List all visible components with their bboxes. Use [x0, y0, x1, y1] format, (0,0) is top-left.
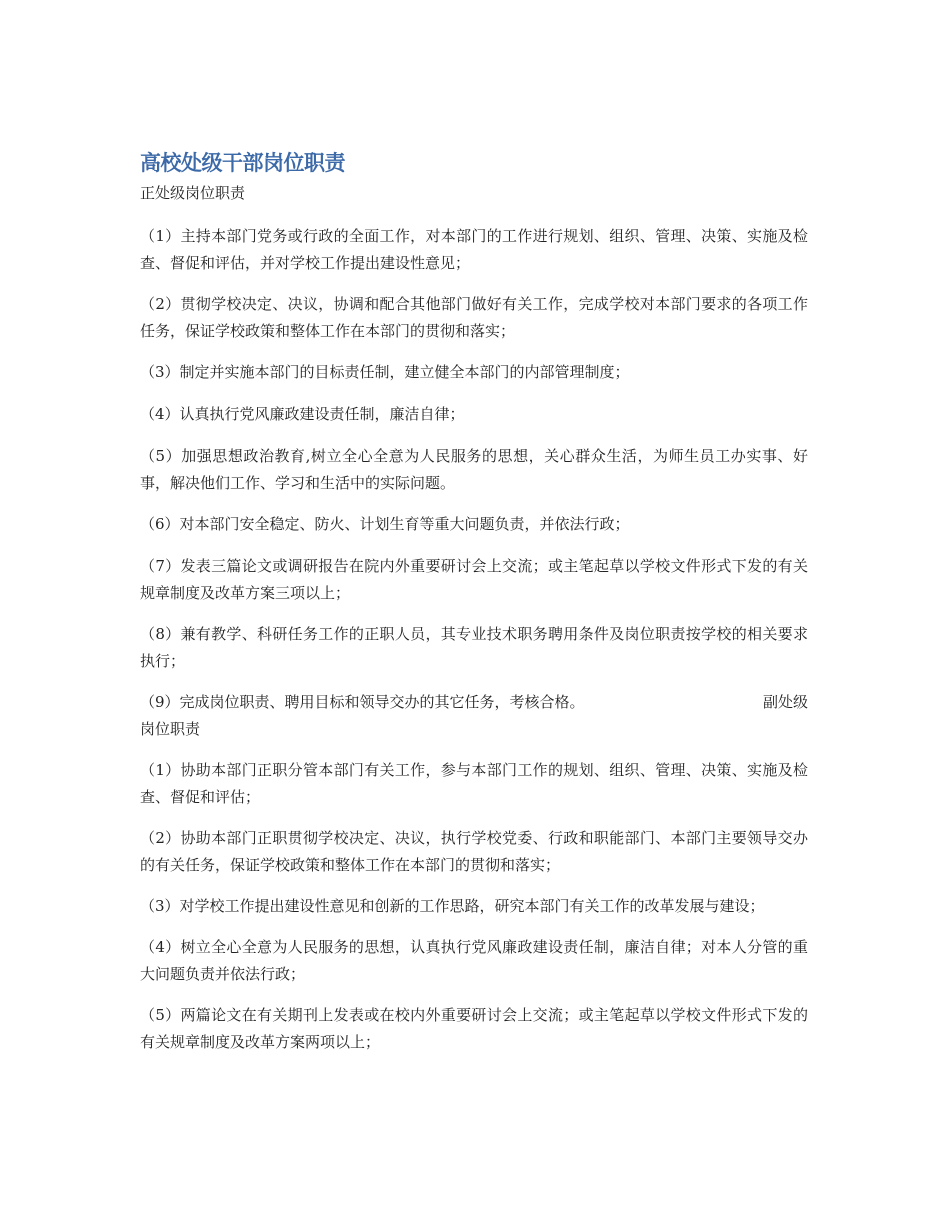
deputy-duty-5: （5）两篇论文在有关期刊上发表或在校内外重要研讨会上交流；或主笔起草以学校文件形式下发的有关规章制度及改革方案两项以上；	[140, 1006, 808, 1051]
document-title: 高校处级干部岗位职责	[140, 151, 345, 175]
deputy-duty-2: （2）协助本部门正职贯彻学校决定、决议，执行学校党委、行政和职能部门、本部门主要领导交办的有关任务，保证学校政策和整体工作在本部门的贯彻和落实；	[140, 829, 808, 874]
deputy-duty-3: （3）对学校工作提出建设性意见和创新的工作思路，研究本部门有关工作的改革发展与建设；	[140, 897, 765, 915]
principal-duty-9: （9）完成岗位职责、聘用目标和领导交办的其它任务，考核合格。	[140, 693, 585, 711]
principal-duty-5: （5）加强思想政治教育,树立全心全意为人民服务的思想，关心群众生活，为师生员工办实事、好事，解决他们工作、学习和生活中的实际问题。	[140, 447, 808, 492]
principal-duty-7: （7）发表三篇论文或调研报告在院内外重要研讨会上交流；或主笔起草以学校文件形式下发的有关规章制度及改革方案三项以上；	[140, 557, 808, 602]
deputy-duty-4: （4）树立全心全意为人民服务的思想，认真执行党风廉政建设责任制，廉洁自律；对本人分管的重大问题负责并依法行政；	[140, 938, 808, 983]
section-heading-deputy-part2: 岗位职责	[140, 720, 201, 738]
deputy-duty-1: （1）协助本部门正职分管本部门有关工作，参与本部门工作的规划、组织、管理、决策、实施及检查、督促和评估；	[140, 761, 808, 806]
section-heading-principal: 正处级岗位职责	[140, 184, 246, 202]
principal-duty-1: （1）主持本部门党务或行政的全面工作，对本部门的工作进行规划、组织、管理、决策、实施及检查、督促和评估，并对学校工作提出建设性意见；	[140, 227, 808, 272]
principal-duty-2: （2）贯彻学校决定、决议，协调和配合其他部门做好有关工作，完成学校对本部门要求的各项工作任务，保证学校政策和整体工作在本部门的贯彻和落实；	[140, 295, 808, 340]
document-body	[140, 148, 808, 1070]
principal-duty-9-with-deputy-heading	[140, 689, 808, 743]
principal-duty-6: （6）对本部门安全稳定、防火、计划生育等重大问题负责，并依法行政；	[140, 515, 630, 533]
principal-duty-3: （3）制定并实施本部门的目标责任制，建立健全本部门的内部管理制度；	[140, 363, 630, 381]
principal-duty-4: （4）认真执行党风廉政建设责任制，廉洁自律；	[140, 405, 465, 423]
principal-duty-8: （8）兼有教学、科研任务工作的正职人员，其专业技术职务聘用条件及岗位职责按学校的相关要求执行；	[140, 625, 808, 670]
section-heading-deputy-part1: 副处级	[762, 693, 808, 711]
